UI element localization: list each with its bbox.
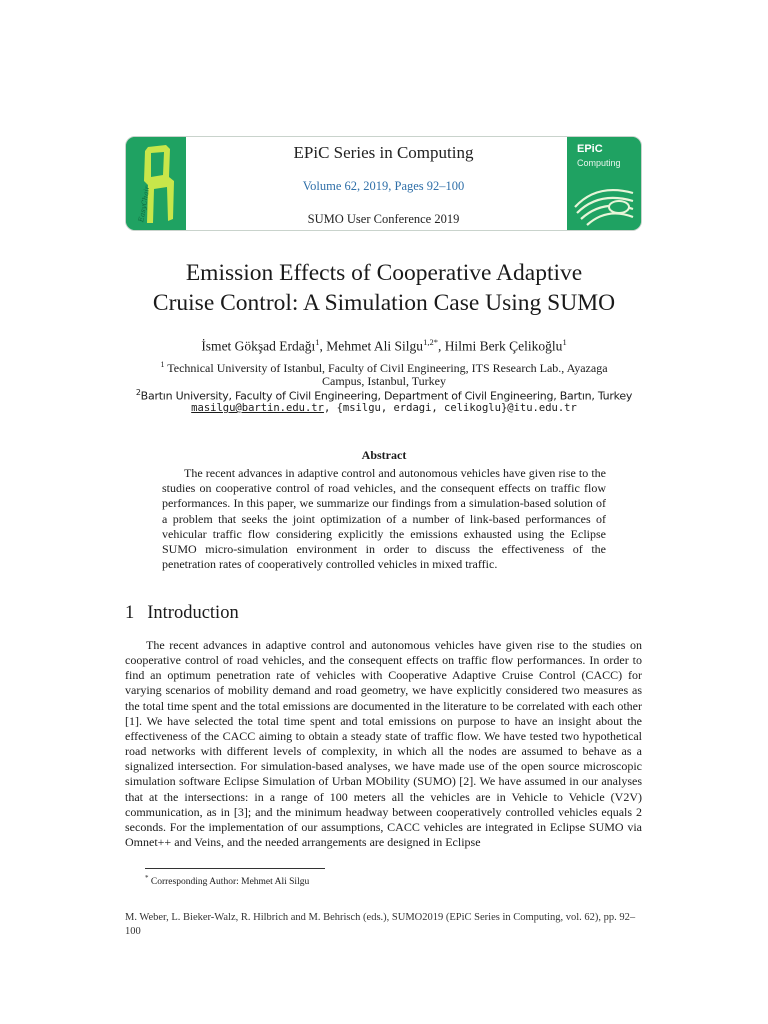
affiliation-1-text: Technical University of Istanbul, Faculty of Civil Engineering, ITS Research Lab., Ayazaga	[164, 361, 608, 375]
abstract-text: The recent advances in adaptive control and autonomous vehicles have given rise to the studies on cooperative control of road vehicles, and the consequent effects on traffic flow performances. In this paper, we summarize our findings from a simulation-based solution of a problem that seeks the joint optimization of a number of link-based performances of vehicular traffic flow considering explicitly the emissions exhausted using the Eclipse SUMO micro-simulation environment in order to discuss the effectiveness of the penetration rates of cooperatively controlled vehicles in mixed traffic.	[162, 466, 606, 572]
author-name: Mehmet Ali Silgu	[326, 338, 424, 354]
abstract-heading: Abstract	[361, 448, 407, 462]
affiliation-mark: 1	[160, 360, 165, 369]
author-name: İsmet Gökşad Erdağı	[201, 338, 316, 354]
author-emails	[0, 402, 768, 414]
logo-epic-label: EPiC	[577, 143, 603, 155]
author-affil-mark: 1	[315, 337, 320, 347]
affiliation-1-continued: Campus, Istanbul, Turkey	[321, 374, 446, 388]
footnote-text: Corresponding Author: Mehmet Ali Silgu	[148, 877, 310, 888]
section-number: 1	[125, 603, 135, 623]
footnote-mark: *	[145, 874, 149, 882]
epic-computing-logo	[567, 137, 641, 231]
logo-left-signature: EasyChair	[137, 185, 152, 223]
affiliation-2-text: Bartın University, Faculty of Civil Engineering, Department of Civil Engineering, Bartın, Turkey	[140, 389, 633, 403]
author-affil-mark: 1,2*	[423, 337, 438, 347]
author-separator: ,	[437, 338, 445, 354]
author-affil-mark: 1	[562, 337, 567, 347]
series-title: EPiC Series in Computing	[293, 143, 474, 162]
corresponding-email-link[interactable]: masilgu@bartin.edu.tr	[191, 402, 324, 414]
paper-title-line-1: Emission Effects of Cooperative Adaptive	[185, 260, 583, 286]
series-header-box	[125, 136, 642, 231]
conference-name: SUMO User Conference 2019	[307, 212, 460, 226]
affiliation-mark: 2	[135, 388, 141, 397]
author-separator: ,	[319, 338, 327, 354]
introduction-text: The recent advances in adaptive control and autonomous vehicles have given rise to the studies on cooperative control of road vehicles, and the consequent effects on traffic flow performances. In order to find an optimum penetration rate of vehicles with Cooperative Adaptive Cruise Control (CACC) for varying scenarios of mobility demand and road geometry, we have explicitly considered two measures as the total time spent and the total emissions are documented in the literature to be correlated with each other [1]. We have selected the total time spent and total emissions on purpose to have an insight about the effectiveness of the CACC aiming to obtain a steady state of traffic flow. We have tested two hypothetical road networks with different levels of complexity, in which all the nodes are assumed to behave as a signalized intersection. For simulation-based analyses, we have made use of the open source microscopic simulation software Eclipse Simulation of Urban MObility (SUMO) [2]. We have assumed in our analyses that at the intersections: in a range of 100 meters all the vehicles are in Vehicle to Vehicle (V2V) communication, as in [3]; and the minimum headway between cooperatively controlled vehicles equals 2 seconds. For the implementation of our assumptions, CACC vehicles are integrated in Eclipse SUMO via Omnet++ and Veins, and the needed arrangements are designed in Eclipse	[125, 638, 642, 850]
footnote	[145, 874, 309, 887]
affiliation-2	[0, 388, 768, 403]
section-title: Introduction	[147, 603, 239, 623]
section-heading-introduction	[125, 603, 239, 624]
logo-computing-label: Computing	[577, 158, 621, 168]
other-emails: , {msilgu, erdagi, celikoglu}@itu.edu.tr	[323, 402, 577, 414]
author-list	[0, 337, 768, 355]
footnote-divider	[145, 868, 325, 869]
footer-citation: M. Weber, L. Bieker-Walz, R. Hilbrich and M. Behrisch (eds.), SUMO2019 (EPiC Series in Computing, vol. 62), pp. 92–100	[125, 912, 636, 937]
author-name: Hilmi Berk Çelikoğlu	[444, 338, 563, 354]
paper-title-line-2: Cruise Control: A Simulation Case Using SUMO	[152, 290, 616, 316]
volume-pages: Volume 62, 2019, Pages 92–100	[302, 179, 465, 193]
